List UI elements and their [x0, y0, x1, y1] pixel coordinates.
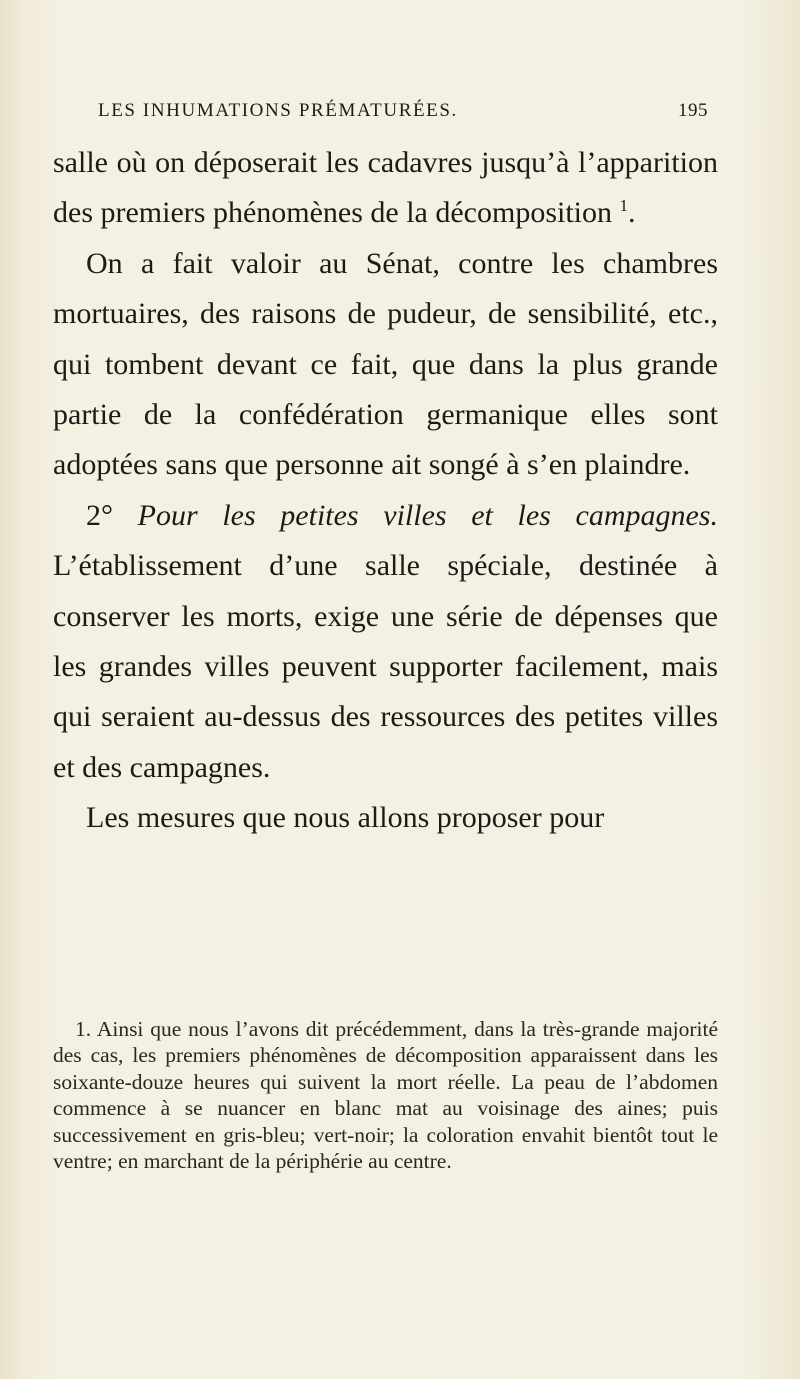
page-number: 195 [678, 100, 708, 121]
paragraph-2: On a fait valoir au Sénat, contre les chambres mortuaires, des raisons de pudeur, de sensibilité, etc., qui tombent devant ce fait, que dans la plus grande partie de la confédération germanique elles sont adoptées sans que personne ait songé à s’en plaindre. [53, 246, 718, 482]
paragraph-1-text: salle où on déposerait les cadavres jusqu’à l’apparition des premiers phénomènes de la décomposition [53, 146, 718, 230]
paragraph-3 [53, 491, 718, 793]
footnote-text: Ainsi que nous l’avons dit précédemment, dans la très-grande majorité des cas, les premiers phénomènes de décomposition apparaissent dans les soixante-douze heures qui suivent la mort réelle. La peau de l’abdomen commence à se nuancer en blanc mat au voisinage des aines; puis successivement en gris-bleu; vert-noir; la coloration envahit bientôt tout le ventre; en marchant de la périphérie au centre. [53, 1017, 718, 1174]
footnote-number: 1. [75, 1017, 92, 1041]
paragraph-3-text: L’établissement d’une salle spéciale, destinée à conserver les morts, exige une série de dépenses que les grandes villes peuvent supporter facilement, mais qui seraient au-dessus des ressources des petites villes et des campagnes. [53, 549, 718, 784]
footnote [53, 1016, 718, 1174]
section-number: 2° [86, 498, 113, 532]
running-header [98, 100, 708, 134]
paragraph-4: Les mesures que nous allons proposer pour [86, 801, 605, 835]
paragraph-1 [53, 138, 718, 239]
main-text [53, 138, 718, 844]
section-heading: Pour les petites villes et les campagnes. [137, 498, 718, 532]
paragraph-1-end: . [628, 196, 636, 230]
running-title: LES INHUMATIONS PRÉMATURÉES. [98, 100, 458, 121]
footnote-reference: 1 [619, 196, 629, 216]
footnote-paragraph [53, 1016, 718, 1174]
